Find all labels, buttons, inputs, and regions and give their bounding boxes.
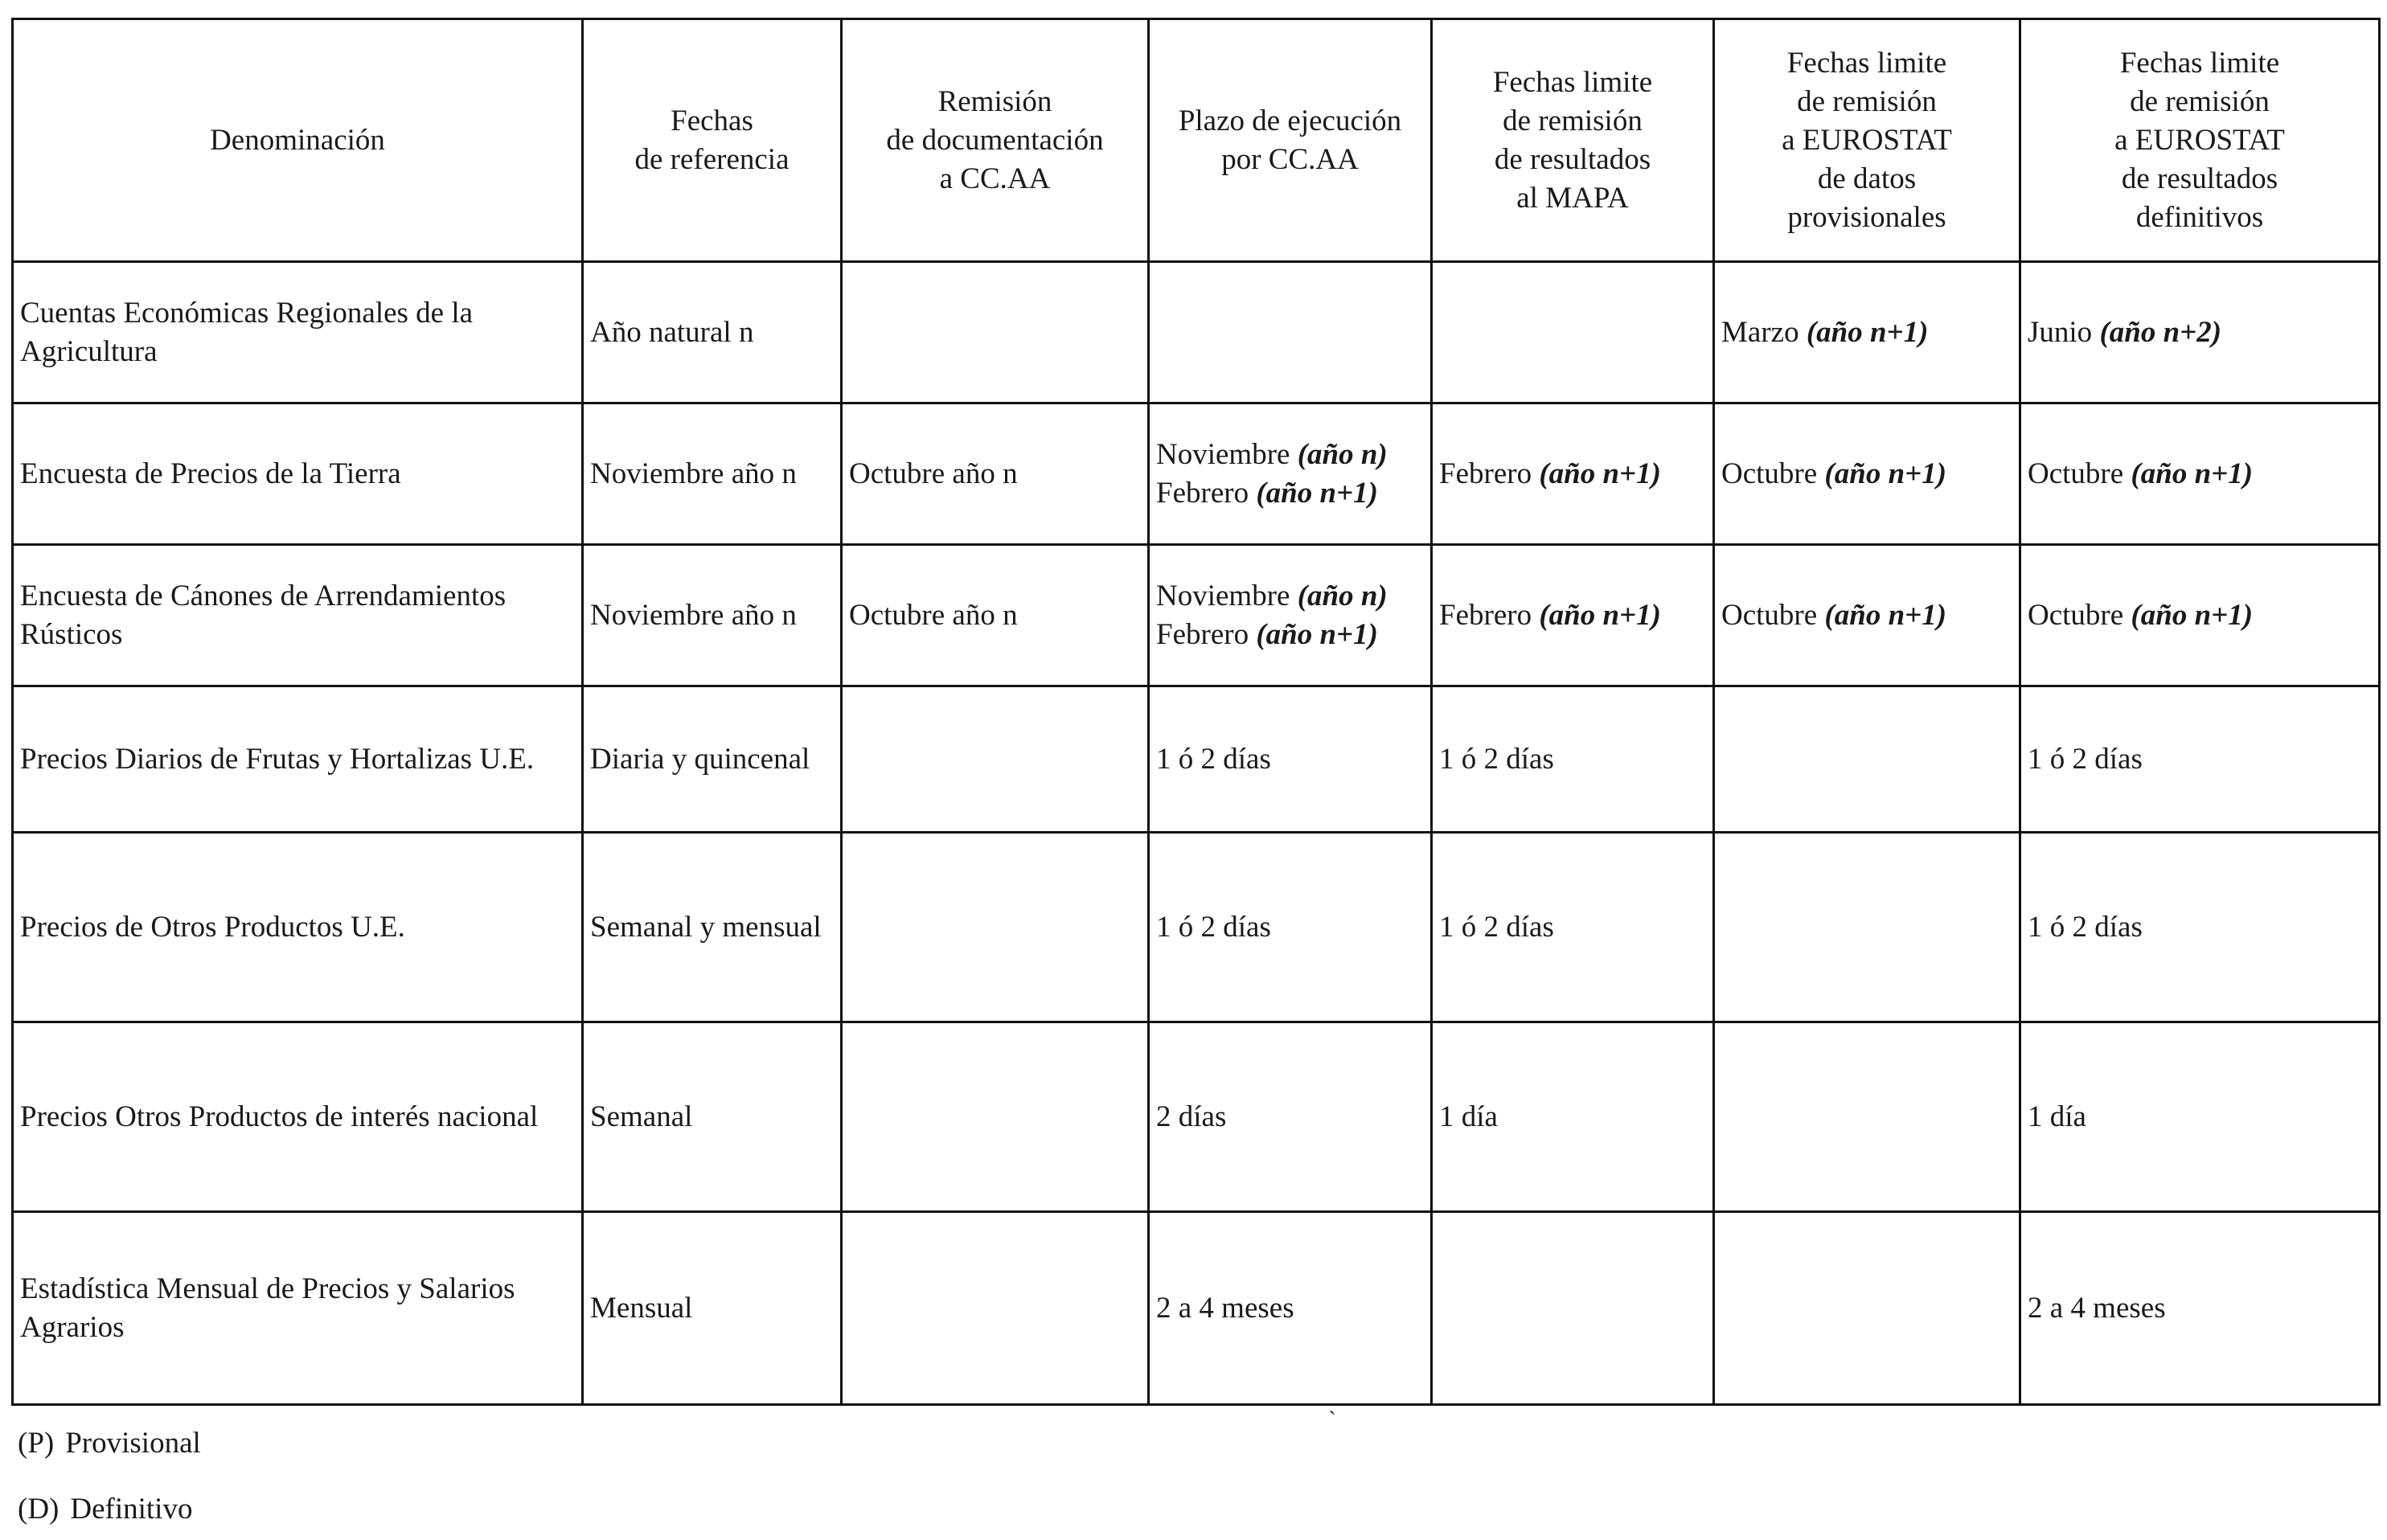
header-line: de remisión xyxy=(2130,84,2270,118)
header-line: definitivos xyxy=(2135,200,2264,234)
cell-line xyxy=(1156,474,1424,513)
header-line: de resultados xyxy=(2121,162,2278,195)
header-line: a EUROSTAT xyxy=(2114,123,2285,157)
header-limite-mapa xyxy=(1432,19,1714,262)
header-limite-eurostat-definitivos xyxy=(2020,19,2380,262)
header-row xyxy=(13,19,2380,262)
cell-year-note: (año n+1) xyxy=(1824,598,1947,632)
cell-text: Diaria y quincenal xyxy=(590,742,810,776)
cell-limite-definitivos xyxy=(2020,545,2380,686)
cell-year-note: (año n+1) xyxy=(2131,598,2254,632)
cell-line: Cuentas Económicas Regionales de la xyxy=(20,296,474,330)
table-row xyxy=(13,1212,2380,1405)
cell-text: Noviembre año n xyxy=(590,598,797,632)
cell-limite-mapa xyxy=(1432,545,1714,686)
cell-line: Estadística Mensual de Precios y Salarios xyxy=(20,1272,515,1305)
cell-line xyxy=(1721,596,2012,635)
table-row xyxy=(13,403,2380,545)
header-line: provisionales xyxy=(1787,200,1946,234)
cell-limite-definitivos xyxy=(2020,833,2380,1022)
cell-limite-definitivos xyxy=(2020,403,2380,545)
cell-text: Mensual xyxy=(590,1291,693,1325)
cell-limite-provisionales xyxy=(1714,686,2020,833)
legend-label: Definitivo xyxy=(70,1493,193,1526)
header-line: Plazo de ejecución xyxy=(1178,104,1402,137)
cell-line xyxy=(1439,455,1706,494)
cell-year-note: (año n+1) xyxy=(1256,617,1378,651)
cell-limite-provisionales xyxy=(1714,403,2020,545)
cell-text: Noviembre xyxy=(1156,579,1290,612)
cell-remision-documentacion xyxy=(842,686,1149,833)
cell-text: Marzo xyxy=(1721,315,1799,349)
cell-line: Agricultura xyxy=(20,334,158,368)
cell-text: Octubre año n xyxy=(849,598,1018,632)
header-line: al MAPA xyxy=(1516,181,1629,215)
cell-line xyxy=(1439,1098,1706,1137)
cell-line xyxy=(2028,740,2372,779)
cell-year-note: (año n+2) xyxy=(2099,315,2222,349)
cell-limite-mapa xyxy=(1432,833,1714,1022)
cell-text: 2 días xyxy=(1156,1100,1227,1133)
header-remision-documentacion xyxy=(842,19,1149,262)
legend-code: (D) xyxy=(18,1493,59,1526)
cell-line xyxy=(1439,740,1706,779)
cell-text: Octubre xyxy=(1721,457,1818,490)
cell-year-note: (año n+1) xyxy=(2131,457,2254,490)
cell-limite-definitivos xyxy=(2020,686,2380,833)
cell-limite-mapa xyxy=(1432,1212,1714,1405)
cell-year-note: (año n+1) xyxy=(1806,315,1929,349)
cell-year-note: (año n) xyxy=(1297,437,1388,471)
cell-remision-documentacion xyxy=(842,833,1149,1022)
cell-text: 1 día xyxy=(1439,1100,1498,1133)
cell-text: Febrero xyxy=(1439,598,1532,632)
cell-plazo-ejecucion xyxy=(1149,403,1432,545)
cell-limite-mapa xyxy=(1432,403,1714,545)
cell-text: Octubre xyxy=(2028,598,2124,632)
cell-text: 1 día xyxy=(2028,1100,2086,1133)
cell-plazo-ejecucion xyxy=(1149,262,1432,403)
header-plazo-ejecucion xyxy=(1149,19,1432,262)
cell-limite-definitivos xyxy=(2020,1212,2380,1405)
header-line: a EUROSTAT xyxy=(1782,123,1952,157)
cell-text: Noviembre año n xyxy=(590,457,797,490)
header-line: Fechas limite xyxy=(1786,46,1947,80)
cell-line xyxy=(2028,596,2372,635)
cell-text: Semanal y mensual xyxy=(590,910,822,944)
cell-line: Agrarios xyxy=(20,1310,125,1344)
header-line: Denominación xyxy=(210,123,385,157)
cell-text: Junio xyxy=(2028,315,2093,349)
cell-plazo-ejecucion xyxy=(1149,686,1432,833)
cell-fechas-referencia xyxy=(583,833,842,1022)
cell-limite-provisionales xyxy=(1714,262,2020,403)
cell-text: 1 ó 2 días xyxy=(2028,742,2143,776)
header-denominacion xyxy=(13,19,583,262)
cell-text: Octubre xyxy=(2028,457,2124,490)
table-row xyxy=(13,545,2380,686)
cell-line xyxy=(1156,740,1424,779)
cell-line: Encuesta de Precios de la Tierra xyxy=(20,457,401,490)
header-line: de documentación xyxy=(886,123,1104,157)
cell-line xyxy=(1156,908,1424,947)
cell-line xyxy=(1439,596,1706,635)
header-fechas-referencia xyxy=(583,19,842,262)
cell-line: Precios Diarios de Frutas y Hortalizas U.E. xyxy=(20,742,535,776)
cell-text: Febrero xyxy=(1439,457,1532,490)
table-row xyxy=(13,1022,2380,1212)
cell-remision-documentacion xyxy=(842,1022,1149,1212)
cell-text: 1 ó 2 días xyxy=(1439,742,1554,776)
table-body xyxy=(13,262,2380,1405)
cell-text: Año natural n xyxy=(590,315,754,349)
cell-text: 1 ó 2 días xyxy=(1156,742,1271,776)
cell-denominacion xyxy=(13,1022,583,1212)
cell-line xyxy=(1721,313,2012,352)
cell-line: Encuesta de Cánones de Arrendamientos xyxy=(20,579,507,612)
cell-remision-documentacion xyxy=(842,545,1149,686)
cell-line: Rústicos xyxy=(20,617,123,651)
header-limite-eurostat-provisionales xyxy=(1714,19,2020,262)
cell-limite-definitivos xyxy=(2020,262,2380,403)
header-line: Fechas limite xyxy=(1492,65,1653,99)
cell-line xyxy=(1156,1289,1424,1328)
cell-plazo-ejecucion xyxy=(1149,545,1432,686)
cell-denominacion xyxy=(13,545,583,686)
cell-remision-documentacion xyxy=(842,1212,1149,1405)
table-row xyxy=(13,686,2380,833)
cell-limite-mapa xyxy=(1432,1022,1714,1212)
cell-line xyxy=(2028,455,2372,494)
cell-line xyxy=(1721,455,2012,494)
cell-denominacion xyxy=(13,833,583,1022)
header-line: de remisión xyxy=(1797,84,1937,118)
cell-plazo-ejecucion xyxy=(1149,1212,1432,1405)
cell-line xyxy=(2028,908,2372,947)
header-line: Fechas limite xyxy=(2119,46,2280,80)
schedule-table xyxy=(11,18,2381,1406)
cell-limite-mapa xyxy=(1432,686,1714,833)
cell-text: 1 ó 2 días xyxy=(1439,910,1554,944)
cell-text: Octubre año n xyxy=(849,457,1018,490)
table-row xyxy=(13,262,2380,403)
cell-fechas-referencia xyxy=(583,262,842,403)
cell-text: 1 ó 2 días xyxy=(2028,910,2143,944)
header-line: de remisión xyxy=(1503,104,1643,137)
legend-label: Provisional xyxy=(65,1427,201,1460)
cell-year-note: (año n+1) xyxy=(1539,457,1661,490)
cell-limite-provisionales xyxy=(1714,545,2020,686)
cell-year-note: (año n+1) xyxy=(1539,598,1661,632)
header-line: Fechas xyxy=(671,104,753,137)
cell-plazo-ejecucion xyxy=(1149,1022,1432,1212)
cell-text: Febrero xyxy=(1156,476,1249,510)
cell-limite-provisionales xyxy=(1714,1022,2020,1212)
legend-item-provisional xyxy=(18,1424,201,1463)
cell-text: 2 a 4 meses xyxy=(1156,1291,1294,1325)
cell-plazo-ejecucion xyxy=(1149,833,1432,1022)
header-line: de resultados xyxy=(1494,142,1651,176)
cell-year-note: (año n+1) xyxy=(1256,476,1378,510)
cell-text: Octubre xyxy=(1721,598,1818,632)
cell-line xyxy=(2028,1098,2372,1137)
cell-line xyxy=(2028,313,2372,352)
header-line: por CC.AA xyxy=(1221,142,1359,176)
cell-fechas-referencia xyxy=(583,1212,842,1405)
cell-text: Semanal xyxy=(590,1100,693,1133)
cell-fechas-referencia xyxy=(583,403,842,545)
cell-limite-mapa xyxy=(1432,262,1714,403)
table-row xyxy=(13,833,2380,1022)
cell-denominacion xyxy=(13,1212,583,1405)
cell-denominacion xyxy=(13,403,583,545)
cell-limite-definitivos xyxy=(2020,1022,2380,1212)
cell-fechas-referencia xyxy=(583,1022,842,1212)
header-line: a CC.AA xyxy=(939,162,1051,195)
cell-line xyxy=(1156,436,1424,474)
header-line: de datos xyxy=(1817,162,1917,195)
cell-line xyxy=(1439,908,1706,947)
cell-denominacion xyxy=(13,262,583,403)
cell-line xyxy=(1156,616,1424,654)
stray-mark: ` xyxy=(1328,1407,1336,1433)
cell-denominacion xyxy=(13,686,583,833)
cell-line xyxy=(2028,1289,2372,1328)
cell-text: 1 ó 2 días xyxy=(1156,910,1271,944)
legend-item-definitivo xyxy=(18,1490,192,1529)
cell-text: 2 a 4 meses xyxy=(2028,1291,2166,1325)
cell-fechas-referencia xyxy=(583,686,842,833)
cell-year-note: (año n+1) xyxy=(1824,457,1947,490)
legend-code: (P) xyxy=(18,1427,55,1460)
cell-fechas-referencia xyxy=(583,545,842,686)
cell-line xyxy=(1156,1098,1424,1137)
cell-line: Precios de Otros Productos U.E. xyxy=(20,910,405,944)
header-line: Remisión xyxy=(937,84,1052,118)
cell-text: Noviembre xyxy=(1156,437,1290,471)
cell-remision-documentacion xyxy=(842,262,1149,403)
cell-line: Precios Otros Productos de interés nacional xyxy=(20,1100,539,1133)
cell-remision-documentacion xyxy=(842,403,1149,545)
cell-year-note: (año n) xyxy=(1297,579,1388,612)
cell-limite-provisionales xyxy=(1714,1212,2020,1405)
header-line: de referencia xyxy=(634,142,790,176)
cell-text: Febrero xyxy=(1156,617,1249,651)
cell-limite-provisionales xyxy=(1714,833,2020,1022)
cell-line xyxy=(1156,577,1424,616)
